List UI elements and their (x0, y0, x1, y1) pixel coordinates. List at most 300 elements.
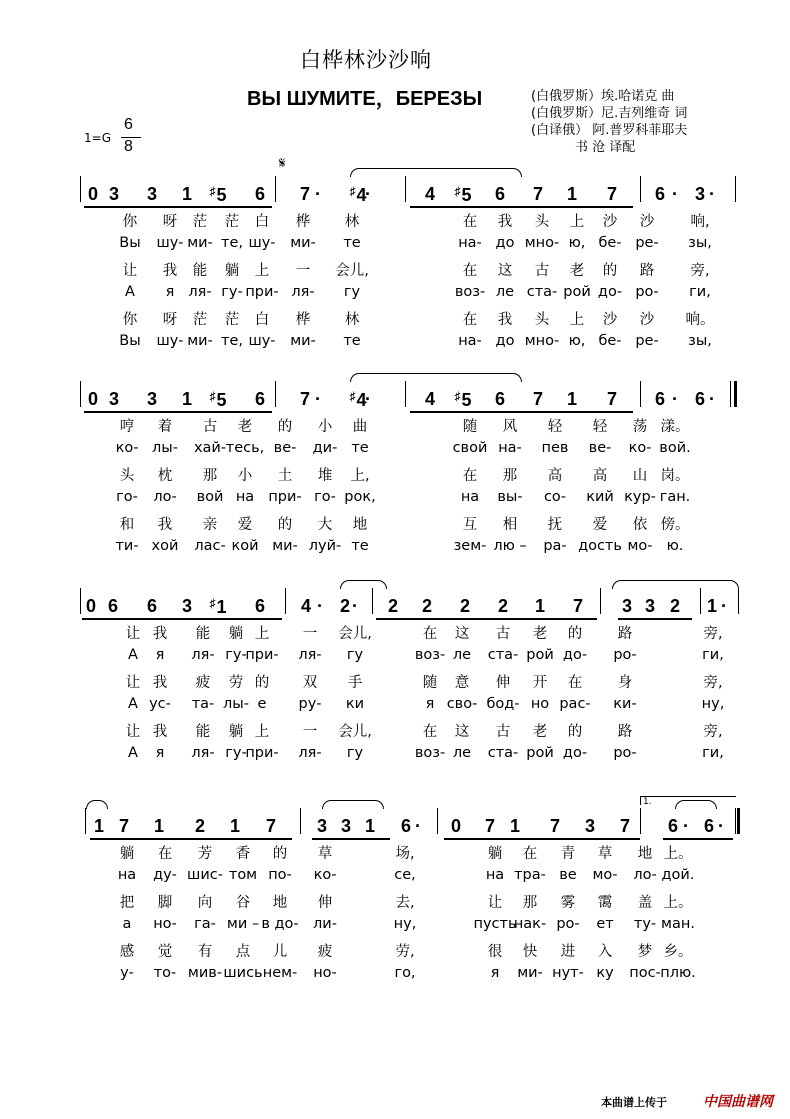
note: 7 (606, 389, 618, 409)
lyric-syllable: гу (346, 646, 364, 663)
lyric-syllable: 劳, (395, 944, 415, 960)
duration-dot: · (672, 389, 678, 409)
lyric-syllable: 能 (192, 263, 208, 279)
beam-underline (84, 206, 272, 208)
lyric-syllable: 盖 (637, 895, 653, 911)
note: 6 (254, 596, 266, 616)
lyric-syllable: 的 (277, 517, 293, 533)
lyric-syllable: пев (541, 439, 569, 456)
bar-line (738, 588, 739, 614)
lyric-line (0, 671, 790, 695)
lyric-syllable: до- (562, 744, 588, 761)
lyric-line (0, 513, 790, 537)
note: 6 (254, 184, 266, 204)
lyric-syllable: те (351, 439, 369, 456)
lyric-syllable: 荡 (632, 419, 648, 435)
lyric-syllable: 疲 (317, 944, 333, 960)
lyric-syllable: 亲 (202, 517, 218, 533)
lyric-syllable: 桦 (295, 214, 311, 230)
lyric-syllable: 躺 (228, 724, 244, 740)
note: 6 (494, 184, 506, 204)
lyric-line (0, 647, 790, 671)
lyric-syllable: 我 (497, 214, 513, 230)
lyric-syllable: 躺 (224, 263, 240, 279)
lyric-syllable: 土 (277, 468, 293, 484)
lyric-syllable: в до- (261, 915, 299, 932)
lyric-syllable: 路 (639, 263, 655, 279)
lyric-syllable: рой (526, 744, 554, 761)
duration-dot: · (718, 816, 724, 836)
segno-sign: 𝄋 (279, 154, 286, 172)
lyric-syllable: те, (221, 332, 243, 349)
lyric-syllable: 林 (344, 312, 360, 328)
lyric-syllable: 梦 (637, 944, 653, 960)
lyric-syllable: 茫 (224, 214, 240, 230)
lyric-syllable: 那 (202, 468, 218, 484)
lyric-syllable: 的 (277, 419, 293, 435)
note: 7 (619, 816, 631, 836)
note: 7 (572, 596, 584, 616)
bar-line (85, 808, 86, 834)
lyric-syllable: ус- (149, 695, 171, 712)
lyric-syllable: 感 (119, 944, 135, 960)
lyric-syllable: лю – (493, 537, 527, 554)
lyric-syllable: 在 (462, 468, 478, 484)
lyric-syllable: 曲 (352, 419, 368, 435)
lyric-syllable: 身 (617, 675, 633, 691)
note-row (0, 170, 790, 210)
lyric-syllable: шу- (248, 332, 276, 349)
note: 4 (424, 184, 436, 204)
credits (531, 88, 687, 156)
lyric-syllable: 枕 (157, 468, 173, 484)
lyric-syllable: 地 (637, 846, 653, 862)
lyric-syllable: но- (153, 915, 177, 932)
bar-line (640, 808, 641, 834)
lyric-syllable: 古 (202, 419, 218, 435)
credit-arranger: 书 沧 译配 (575, 140, 636, 155)
lyric-syllable: ста- (526, 283, 558, 300)
lyric-syllable: 漾。 (660, 419, 690, 435)
lyric-syllable: 香 (235, 846, 251, 862)
note: 7 (299, 389, 311, 409)
lyric-syllable: 小 (317, 419, 333, 435)
credit-translator: (白译俄） 阿.普罗科菲耶夫 (531, 123, 688, 138)
lyric-syllable: 在 (462, 214, 478, 230)
lyric-syllable: нем- (262, 964, 298, 981)
lyric-syllable: зем- (453, 537, 487, 554)
lyric-syllable: 手 (347, 675, 363, 691)
lyric-syllable: 山 (632, 468, 648, 484)
note: ♯4 (349, 389, 367, 410)
credit-composer: (白俄罗斯）埃.哈诺克 曲 (531, 89, 675, 104)
lyric-syllable: 轻 (547, 419, 563, 435)
lyric-syllable: га- (194, 915, 216, 932)
lyric-syllable: 随 (462, 419, 478, 435)
lyric-syllable: 地 (352, 517, 368, 533)
lyric-syllable: 旁, (690, 263, 710, 279)
volta-number: 1. (643, 797, 652, 807)
lyric-syllable: кой (231, 537, 259, 554)
lyric-syllable: гу- (225, 744, 247, 761)
lyric-syllable: ми- (187, 332, 213, 349)
lyric-syllable: 一 (295, 263, 311, 279)
bar-line (300, 808, 301, 834)
lyric-syllable: рок, (344, 488, 376, 505)
lyric-syllable: 把 (119, 895, 135, 911)
lyric-syllable: на (235, 488, 255, 505)
lyric-syllable: 能 (195, 626, 211, 642)
lyric-syllable: 你 (122, 312, 138, 328)
lyric-syllable: 青 (560, 846, 576, 862)
lyric-syllable: ту- (633, 915, 657, 932)
note: 4 (300, 596, 312, 616)
lyric-syllable: ве (559, 866, 577, 883)
lyric-syllable: ман. (661, 915, 695, 932)
lyric-syllable: пос- (629, 964, 661, 981)
lyric-syllable: 上 (254, 626, 270, 642)
lyric-syllable: 儿 (272, 944, 288, 960)
note: ♯5 (209, 184, 227, 205)
note: 4 (424, 389, 436, 409)
lyric-syllable: я (155, 646, 165, 663)
lyric-syllable: гу (346, 744, 364, 761)
lyric-syllable: 去, (395, 895, 415, 911)
note: 1 (93, 816, 105, 836)
note: 7 (265, 816, 277, 836)
note: 6 (107, 596, 119, 616)
bar-line (372, 588, 373, 614)
lyric-syllable: кий (586, 488, 614, 505)
lyric-syllable: 抚 (547, 517, 563, 533)
lyric-syllable: 在 (157, 846, 173, 862)
lyric-syllable: рой (526, 646, 554, 663)
note: 6 (703, 816, 715, 836)
lyric-syllable: те (343, 234, 361, 251)
lyric-syllable: 这 (454, 724, 470, 740)
repeat-bar-line (737, 808, 740, 834)
lyric-syllable: до- (562, 646, 588, 663)
note: 7 (532, 184, 544, 204)
lyric-syllable: вой (196, 488, 224, 505)
lyric-syllable: 旁, (703, 675, 723, 691)
duration-dot: · (709, 389, 715, 409)
lyric-syllable: ля- (191, 646, 215, 663)
note: 0 (85, 596, 97, 616)
lyric-syllable: воз- (414, 646, 446, 663)
lyric-syllable: 轻 (592, 419, 608, 435)
lyric-syllable: ра- (543, 537, 567, 554)
slur (612, 580, 739, 589)
lyric-syllable: 风 (502, 419, 518, 435)
lyric-line (0, 745, 790, 769)
lyric-syllable: 林 (344, 214, 360, 230)
time-signature-top: 6 (124, 116, 133, 133)
lyric-syllable: 让 (125, 626, 141, 642)
lyric-syllable: лы- (152, 439, 178, 456)
note: 0 (87, 184, 99, 204)
lyric-syllable: 我 (162, 263, 178, 279)
lyric-syllable: на- (458, 332, 482, 349)
lyric-syllable: ве- (588, 439, 612, 456)
note: 2 (387, 596, 399, 616)
lyric-syllable: на- (498, 439, 522, 456)
note: 1 (229, 816, 241, 836)
lyric-syllable: лас- (194, 537, 226, 554)
lyric-syllable: плю. (660, 964, 696, 981)
lyric-syllable: 伸 (495, 675, 511, 691)
note: 3 (644, 596, 656, 616)
lyric-syllable: 的 (254, 675, 270, 691)
lyric-syllable: на (460, 488, 480, 505)
credit-lyricist: (白俄罗斯）尼.吉列维奇 词 (531, 106, 688, 121)
lyric-syllable: 上。 (663, 846, 693, 862)
lyric-syllable: ки- (613, 695, 637, 712)
lyric-syllable: я (155, 744, 165, 761)
lyric-syllable: го- (116, 488, 138, 505)
bar-line (80, 381, 81, 407)
lyric-syllable: на (117, 866, 137, 883)
lyric-syllable: 爱 (592, 517, 608, 533)
lyric-syllable: 古 (495, 724, 511, 740)
lyric-syllable: воз- (414, 744, 446, 761)
lyric-syllable: я (490, 964, 500, 981)
lyric-syllable: 路 (617, 724, 633, 740)
duration-dot: · (672, 184, 678, 204)
duration-dot: · (365, 184, 371, 204)
lyric-line (0, 259, 790, 283)
lyric-syllable: шу- (156, 332, 184, 349)
lyric-syllable: ки (345, 695, 365, 712)
lyric-syllable: 会儿, (335, 263, 369, 279)
note: 6 (654, 389, 666, 409)
lyric-syllable: 茫 (192, 312, 208, 328)
lyric-line (0, 916, 790, 940)
lyric-syllable: 的 (567, 626, 583, 642)
lyric-syllable: 呀 (162, 214, 178, 230)
lyric-syllable: А (128, 744, 138, 761)
lyric-syllable: хой (151, 537, 179, 554)
note: 1 (534, 596, 546, 616)
note: 1 (566, 389, 578, 409)
lyric-syllable: 躺 (487, 846, 503, 862)
lyric-syllable: ко- (115, 439, 139, 456)
lyric-syllable: 头 (119, 468, 135, 484)
lyric-syllable: вы- (497, 488, 523, 505)
lyric-syllable: 沙 (639, 312, 655, 328)
lyric-syllable: до (495, 332, 515, 349)
lyric-syllable: 沙 (639, 214, 655, 230)
lyric-syllable: 古 (534, 263, 550, 279)
lyric-syllable: 上 (254, 724, 270, 740)
lyric-syllable: 古 (495, 626, 511, 642)
lyric-syllable: на (485, 866, 505, 883)
lyric-syllable: ко- (628, 439, 652, 456)
lyric-syllable: 上 (569, 312, 585, 328)
lyric-syllable: 桦 (295, 312, 311, 328)
lyric-syllable: рой (563, 283, 591, 300)
lyric-syllable: у- (120, 964, 134, 981)
lyric-syllable: 疲 (195, 675, 211, 691)
lyric-syllable: 的 (272, 846, 288, 862)
lyric-syllable: дой. (661, 866, 695, 883)
lyric-syllable: ля- (298, 646, 322, 663)
lyric-syllable: 很 (487, 944, 503, 960)
note: 7 (484, 816, 496, 836)
lyric-syllable: 地 (272, 895, 288, 911)
lyric-syllable: 让 (125, 675, 141, 691)
lyric-syllable: 哼 (119, 419, 135, 435)
lyric-syllable: до- (597, 283, 623, 300)
lyric-syllable: 场, (395, 846, 415, 862)
lyric-syllable: кур- (624, 488, 656, 505)
lyric-syllable: лы- (223, 695, 249, 712)
lyric-syllable: 我 (152, 675, 168, 691)
lyric-syllable: ле (452, 744, 472, 761)
duration-dot: · (365, 389, 371, 409)
lyric-syllable: 在 (522, 846, 538, 862)
song-title-chinese: 白桦林沙沙响 (300, 48, 432, 72)
lyric-syllable: ет (596, 915, 614, 932)
lyric-syllable: А (128, 646, 138, 663)
lyric-syllable: 傍。 (660, 517, 690, 533)
lyric-syllable: ста- (487, 646, 519, 663)
beam-underline (444, 838, 640, 840)
note-row (0, 375, 790, 415)
lyric-syllable: 双 (302, 675, 318, 691)
lyric-syllable: ле (452, 646, 472, 663)
lyric-syllable: 开 (532, 675, 548, 691)
lyric-syllable: 旁, (703, 626, 723, 642)
note: 7 (606, 184, 618, 204)
slur (350, 168, 522, 177)
lyric-syllable: рас- (559, 695, 591, 712)
beam-underline (82, 618, 282, 620)
lyric-syllable: 在 (462, 263, 478, 279)
note: 2 (339, 596, 351, 616)
key-signature: 1=G (84, 131, 111, 145)
lyric-syllable: 快 (522, 944, 538, 960)
lyric-syllable: ги, (689, 283, 711, 300)
lyric-syllable: 依 (632, 517, 648, 533)
lyric-syllable: 和 (119, 517, 135, 533)
duration-dot: · (352, 596, 358, 616)
lyric-syllable: 高 (547, 468, 563, 484)
bar-line (285, 588, 286, 614)
lyric-syllable: ну, (393, 915, 417, 932)
lyric-syllable: ло- (633, 866, 657, 883)
note: 3 (694, 184, 706, 204)
footer-upload-text: 本曲谱上传于 (601, 1096, 667, 1109)
lyric-syllable: 乡。 (663, 944, 693, 960)
lyric-syllable: ю. (666, 537, 684, 554)
lyric-syllable: ста- (487, 744, 519, 761)
lyric-syllable: ми- (272, 537, 298, 554)
lyric-syllable: 我 (497, 312, 513, 328)
note: ♯1 (209, 596, 227, 617)
lyric-syllable: ган. (659, 488, 691, 505)
lyric-line (0, 867, 790, 891)
lyric-syllable: 堆 (317, 468, 333, 484)
lyric-syllable: 会儿, (338, 724, 372, 740)
note: 1 (706, 596, 718, 616)
lyric-syllable: ю, (568, 332, 586, 349)
lyric-syllable: 在 (567, 675, 583, 691)
lyric-syllable: ти- (115, 537, 139, 554)
lyric-syllable: 这 (497, 263, 513, 279)
lyric-syllable: гу- (225, 646, 247, 663)
beam-underline (410, 411, 633, 413)
lyric-syllable: но- (313, 964, 337, 981)
lyric-syllable: те (351, 537, 369, 554)
note: 6 (667, 816, 679, 836)
lyric-syllable: 那 (522, 895, 538, 911)
lyric-syllable: А (128, 695, 138, 712)
lyric-syllable: 让 (122, 263, 138, 279)
duration-dot: · (709, 184, 715, 204)
song-title-russian: ВЫ ШУМИТЕ，БЕРЕЗЫ (247, 88, 483, 110)
time-signature-bottom: 8 (124, 138, 133, 155)
beam-underline (312, 838, 390, 840)
bar-line (275, 176, 276, 202)
lyric-syllable: 老 (237, 419, 253, 435)
note: 1 (364, 816, 376, 836)
lyric-syllable: хай- (193, 439, 227, 456)
note: 7 (118, 816, 130, 836)
note: 3 (146, 389, 158, 409)
note: 3 (340, 816, 352, 836)
lyric-syllable: мно- (524, 234, 560, 251)
note: 6 (654, 184, 666, 204)
lyric-syllable: луй- (308, 537, 342, 554)
note: 2 (669, 596, 681, 616)
lyric-syllable: ве- (273, 439, 297, 456)
lyric-syllable: го, (394, 964, 416, 981)
lyric-syllable: ну, (701, 695, 725, 712)
lyric-syllable: ди- (312, 439, 338, 456)
lyric-syllable: шу- (248, 234, 276, 251)
lyric-syllable: 霭 (597, 895, 613, 911)
bar-line (405, 176, 406, 202)
note-row (0, 582, 790, 622)
lyric-syllable: 老 (532, 626, 548, 642)
lyric-line (0, 965, 790, 989)
lyric-syllable: пусть (473, 915, 517, 932)
bar-line (700, 588, 701, 614)
duration-dot: · (721, 596, 727, 616)
lyric-syllable: 上, (350, 468, 370, 484)
lyric-syllable: 让 (487, 895, 503, 911)
lyric-syllable: то- (153, 964, 177, 981)
beam-underline (410, 206, 633, 208)
lyric-syllable: 草 (317, 846, 333, 862)
lyric-syllable: 大 (317, 517, 333, 533)
lyric-syllable: 一 (302, 724, 318, 740)
lyric-syllable: 头 (534, 214, 550, 230)
note: 1 (566, 184, 578, 204)
bar-line (735, 176, 736, 202)
bar-line (600, 588, 601, 614)
lyric-syllable: по- (268, 866, 292, 883)
lyric-syllable: 上 (254, 263, 270, 279)
lyric-line (0, 440, 790, 464)
slur (322, 800, 384, 809)
lyric-syllable: 点 (235, 944, 251, 960)
lyric-syllable: 会儿, (338, 626, 372, 642)
lyric-syllable: зы, (688, 234, 712, 251)
lyric-syllable: 呀 (162, 312, 178, 328)
lyric-syllable: 能 (195, 724, 211, 740)
